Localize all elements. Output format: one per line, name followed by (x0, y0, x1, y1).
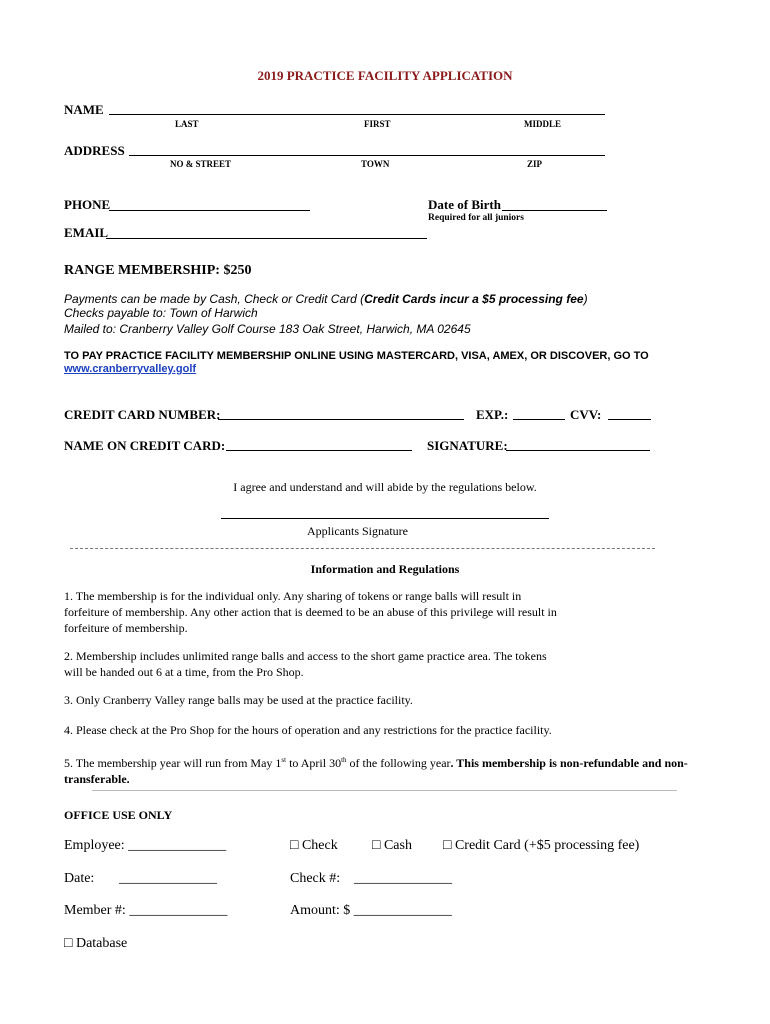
dashed-divider (70, 548, 655, 549)
regulation-1: 1. The membership is for the individual only. Any sharing of tokens or range balls will result in forfeiture of membership. Any other action that is deemed to be an abuse of this privilege will result in forfeiture of membership. (64, 589, 557, 635)
address-field[interactable] (129, 155, 605, 156)
regulation-3: 3. Only Cranberry Valley range balls may be used at the practice facility. (64, 693, 413, 707)
member-number-field[interactable]: Member #: ______________ (64, 903, 228, 918)
name-label: NAME (64, 102, 104, 117)
card-number-field[interactable] (218, 419, 464, 420)
database-checkbox[interactable]: □ Database (64, 936, 128, 951)
name-field[interactable] (109, 114, 605, 115)
checks-payable-line: Checks payable to: Town of Harwich (64, 306, 258, 320)
exp-field[interactable] (513, 419, 565, 420)
check-number-label: Check #: (290, 871, 341, 886)
date-label: Date: (64, 871, 95, 886)
address-label: ADDRESS (64, 143, 125, 158)
credit-card-checkbox[interactable]: □ Credit Card (+$5 processing fee) (443, 838, 640, 853)
email-field[interactable] (106, 238, 427, 239)
office-use-heading: OFFICE USE ONLY (64, 808, 173, 822)
page-title: 2019 PRACTICE FACILITY APPLICATION (257, 68, 513, 83)
name-middle-caption: MIDDLE (524, 119, 562, 129)
amount-field[interactable]: Amount: $ ______________ (290, 903, 452, 918)
agreement-text: I agree and understand and will abide by the regulations below. (233, 480, 537, 494)
regulations-heading: Information and Regulations (310, 562, 460, 576)
check-checkbox[interactable]: □ Check (290, 838, 338, 853)
regulation-4: 4. Please check at the Pro Shop for the hours of operation and any restrictions for the practice facility. (64, 723, 552, 737)
payment-line: Payments can be made by Cash, Check or Credit Card (Credit Cards incur a $5 processing fee) (64, 292, 588, 306)
dob-label: Date of Birth (428, 197, 501, 212)
range-heading: RANGE MEMBERSHIP: $250 (64, 263, 252, 278)
email-label: EMAIL (64, 225, 109, 240)
website-link[interactable]: www.cranberryvalley.golf (64, 363, 197, 375)
date-field[interactable]: ______________ (119, 871, 217, 886)
card-name-label: NAME ON CREDIT CARD: (64, 438, 226, 453)
address-town-caption: TOWN (361, 159, 390, 169)
dob-note: Required for all juniors (428, 213, 524, 223)
regulation-5: 5. The membership year will run from May 1st to April 30th of the following year. This membership is non-refundable and non-transferable. (64, 756, 688, 786)
applicant-signature-caption: Applicants Signature (307, 524, 408, 538)
cvv-field[interactable] (608, 419, 651, 420)
signature-field[interactable] (506, 450, 650, 451)
phone-field[interactable] (109, 210, 310, 211)
name-first-caption: FIRST (364, 119, 391, 129)
cvv-label: CVV: (570, 407, 602, 422)
signature-label: SIGNATURE: (427, 438, 508, 453)
phone-label: PHONE (64, 197, 111, 212)
applicant-signature-field[interactable] (221, 518, 549, 519)
regulation-2: 2. Membership includes unlimited range balls and access to the short game practice area. The tokens will be handed out 6 at a time, from the Pro Shop. (64, 649, 547, 679)
address-street-caption: NO & STREET (170, 159, 232, 169)
exp-label: EXP.: (476, 407, 509, 422)
employee-field[interactable]: Employee: ______________ (64, 838, 227, 853)
card-number-label: CREDIT CARD NUMBER: (64, 407, 221, 422)
grey-divider (92, 790, 677, 791)
cash-checkbox[interactable]: □ Cash (372, 838, 412, 853)
check-number-field[interactable]: ______________ (354, 871, 452, 886)
online-payment-text: TO PAY PRACTICE FACILITY MEMBERSHIP ONLINE USING MASTERCARD, VISA, AMEX, OR DISCOVER, GO TO (64, 350, 649, 362)
name-last-caption: LAST (175, 119, 199, 129)
dob-field[interactable] (502, 210, 607, 211)
card-name-field[interactable] (226, 450, 412, 451)
mailing-line: Mailed to: Cranberry Valley Golf Course 183 Oak Street, Harwich, MA 02645 (64, 322, 471, 336)
address-zip-caption: ZIP (527, 159, 543, 169)
